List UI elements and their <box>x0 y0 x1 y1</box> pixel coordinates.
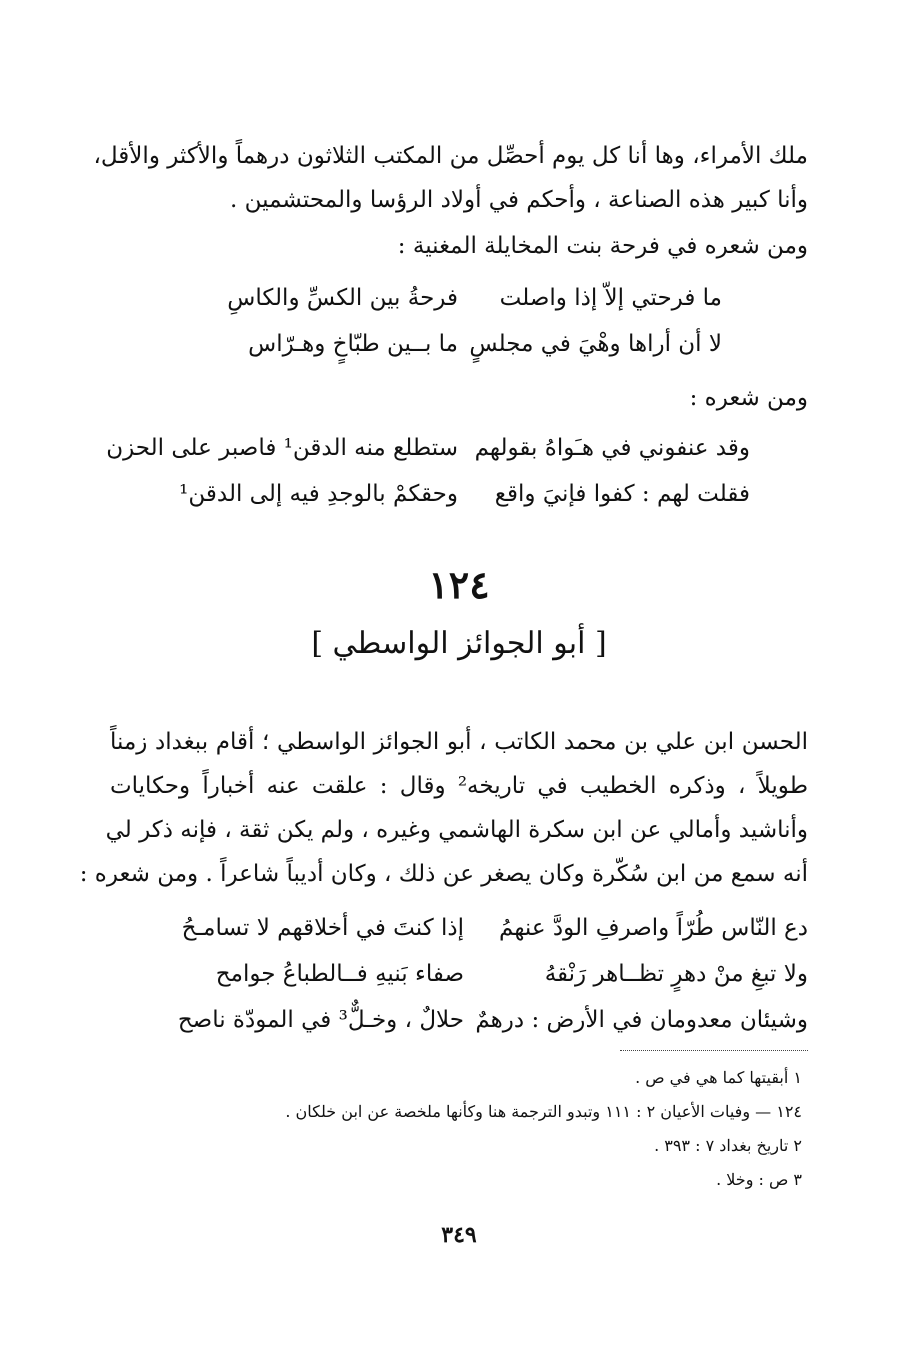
poem-intro: ومن شعره في فرحة بنت المخايلة المغنية : <box>397 233 808 259</box>
verse-second-hemistich: حلالٌ ، وخـلٌّ³ في المودّة ناصح <box>177 1007 464 1033</box>
verse-second-hemistich: صفاء بَنيهِ فــالطباعُ جوامح <box>215 961 464 987</box>
footnote-separator <box>620 1050 808 1051</box>
entry-title: [ أبو الجوائز الواسطي ] <box>311 626 607 661</box>
entry-number: ١٢٤ <box>428 562 490 607</box>
verse-first-hemistich: ولا تبغِ منْ دهرٍ تظــاهر رَنْقهُ <box>544 961 808 987</box>
poem-intro: ومن شعره : <box>689 385 808 411</box>
prose-line: وأنا كبير هذه الصناعة ، وأحكم في أولاد الرؤسا والمحتشمين . <box>230 187 808 213</box>
verse-second-hemistich: إذا كنتَ في أخلاقهم لا تسامـحُ <box>181 915 464 941</box>
verse-second-hemistich: فرحةُ بين الكسِّ والكاسِ <box>227 285 458 311</box>
prose-line: ملك الأمراء، وها أنا كل يوم أحصِّل من المكتب الثلاثون درهماً والأكثر والأقل، <box>93 143 808 169</box>
page-number: ٣٤٩ <box>441 1222 477 1248</box>
verse-second-hemistich: وحقكمْ بالوجدِ فيه إلى الدقن¹ <box>179 481 458 507</box>
footnote: ٣ ص : وخلا . <box>716 1170 802 1189</box>
prose-line: أنه سمع من ابن سُكّرة وكان يصغر عن ذلك ، وكان أديباً شاعراً . ومن شعره : <box>79 861 808 887</box>
verse-first-hemistich: دع النّاس طُرّاً واصرفِ الودَّ عنهمُ <box>499 915 808 941</box>
prose-line: الحسن ابن علي بن محمد الكاتب ، أبو الجوائز الواسطي ؛ أقام ببغداد زمناً <box>110 729 808 755</box>
prose-line: وأناشيد وأمالي عن ابن سكرة الهاشمي وغيره ، ولم يكن ثقة ، فإنه ذكر لي <box>105 817 808 843</box>
verse-first-hemistich: لا أن أراها وهْيَ في مجلسٍ <box>469 331 722 357</box>
verse-first-hemistich: فقلت لهم : كفوا فإنيَ واقع <box>494 481 750 507</box>
verse-first-hemistich: وقد عنفوني في هـَواهُ بقولهم <box>474 435 750 461</box>
verse-second-hemistich: ما بــين طبّاخٍ وهـرّاس <box>248 331 458 357</box>
footnote: ٢ تاريخ بغداد ٧ : ٣٩٣ . <box>654 1136 802 1155</box>
footnote: ١٢٤ — وفيات الأعيان ٢ : ١١١ وتبدو الترجمة هنا وكأنها ملخصة عن ابن خلكان . <box>285 1102 802 1121</box>
verse-second-hemistich: ستطلع منه الدقن¹ فاصبر على الحزن <box>106 435 458 461</box>
verse-first-hemistich: ما فرحتي إلاّ إذا واصلت <box>499 285 722 311</box>
verse-first-hemistich: وشيئان معدومان في الأرض : درهمٌ <box>475 1007 808 1033</box>
prose-line: طويلاً ، وذكره الخطيب في تاريخه² وقال : علقت عنه أخباراً وحكايات <box>110 773 808 799</box>
footnote: ١ أبقيتها كما هي في ص . <box>635 1068 802 1087</box>
